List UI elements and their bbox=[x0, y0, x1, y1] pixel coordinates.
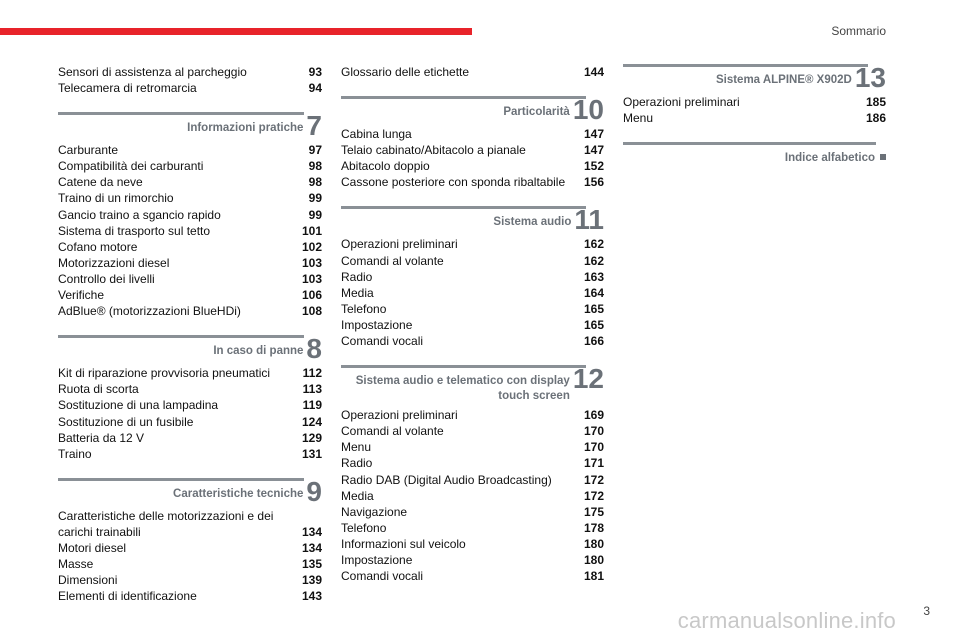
toc-entry[interactable] bbox=[58, 381, 322, 397]
toc-entry-label: Cassone posteriore con sponda ribaltabile bbox=[341, 175, 566, 190]
section-header[interactable] bbox=[341, 365, 604, 404]
toc-entry-label: Sensori di assistenza al parcheggio bbox=[58, 65, 247, 79]
toc-entry-label: Elementi di identificazione bbox=[58, 589, 197, 604]
toc-entry[interactable] bbox=[58, 80, 322, 96]
toc-entry[interactable] bbox=[341, 423, 604, 439]
toc-entry[interactable] bbox=[58, 239, 322, 255]
toc-entry-label: Operazioni preliminari bbox=[623, 95, 740, 109]
toc-entry[interactable] bbox=[341, 439, 604, 455]
toc-entry[interactable] bbox=[58, 190, 322, 206]
toc-entry-label: Media bbox=[341, 285, 374, 300]
toc-entry-page: 99 bbox=[308, 207, 322, 222]
toc-entry-label: Comandi vocali bbox=[341, 334, 424, 349]
toc-entry-page: 186 bbox=[865, 111, 886, 126]
toc-entry-page: 162 bbox=[583, 253, 604, 268]
toc-entry-page: 143 bbox=[301, 589, 322, 604]
toc-entry-label: Sostituzione di un fusibile bbox=[58, 414, 194, 429]
section-head-row bbox=[58, 110, 322, 142]
section-header[interactable] bbox=[623, 64, 886, 91]
page-header-title: Sommario bbox=[831, 24, 886, 38]
toc-entry[interactable] bbox=[341, 568, 604, 584]
toc-entry-label: Telefono bbox=[341, 520, 387, 535]
toc-entry-page: 180 bbox=[583, 536, 604, 551]
toc-entry[interactable] bbox=[341, 269, 604, 285]
section-title-text: Caratteristiche tecniche bbox=[173, 487, 304, 500]
toc-entry-page: 94 bbox=[308, 81, 322, 96]
toc-entry-label: Radio bbox=[341, 269, 373, 284]
toc-entry-page: 119 bbox=[302, 398, 322, 413]
toc-entry[interactable] bbox=[58, 430, 322, 446]
toc-entry-page: 178 bbox=[583, 520, 604, 535]
toc-entry-page: 156 bbox=[583, 175, 604, 190]
toc-entry[interactable] bbox=[341, 285, 604, 301]
section-number: 13 bbox=[854, 62, 886, 93]
toc-entry[interactable] bbox=[58, 572, 322, 588]
section-number: 7 bbox=[306, 110, 322, 142]
toc-entry-page: 134 bbox=[301, 540, 322, 555]
toc-entry[interactable] bbox=[58, 158, 322, 174]
toc-entry[interactable] bbox=[341, 174, 604, 190]
toc-entry-label: Controllo dei livelli bbox=[58, 271, 155, 286]
toc-entry-label: Verifiche bbox=[58, 288, 105, 303]
section-header[interactable] bbox=[58, 475, 322, 507]
toc-entry-label: Batteria da 12 V bbox=[58, 430, 145, 445]
toc-entry-label: Traino di un rimorchio bbox=[58, 191, 174, 206]
toc-entry-page: 103 bbox=[301, 255, 322, 270]
toc-entry-label: Telefono bbox=[341, 301, 387, 316]
toc-entry-page: 170 bbox=[583, 440, 604, 455]
toc-entry[interactable] bbox=[341, 333, 604, 349]
toc-entry[interactable] bbox=[341, 236, 604, 252]
toc-column-1 bbox=[58, 64, 322, 604]
toc-entry[interactable] bbox=[58, 414, 322, 430]
toc-entry[interactable] bbox=[341, 301, 604, 317]
toc-column-3 bbox=[623, 64, 886, 169]
section-header[interactable] bbox=[341, 204, 604, 236]
toc-entry-label: Sostituzione di una lampadina bbox=[58, 398, 219, 413]
toc-entry[interactable] bbox=[58, 142, 322, 158]
toc-entry[interactable] bbox=[341, 552, 604, 568]
toc-entry-label: Abitacolo doppio bbox=[341, 159, 430, 174]
toc-entry-page: 172 bbox=[583, 488, 604, 503]
toc-entry[interactable] bbox=[58, 207, 322, 223]
toc-entry-page: 135 bbox=[301, 557, 322, 572]
toc-entry-page: 99 bbox=[308, 191, 322, 206]
toc-entry-page: 106 bbox=[301, 288, 322, 303]
toc-entry[interactable] bbox=[623, 94, 886, 110]
toc-entry-page: 169 bbox=[583, 408, 604, 423]
section-title bbox=[785, 151, 886, 166]
toc-entry-label: Menu bbox=[623, 111, 654, 126]
section-title bbox=[173, 487, 303, 502]
section-title-text: Sistema ALPINE® X902D bbox=[715, 74, 852, 86]
section-header[interactable] bbox=[341, 94, 604, 126]
toc-entry[interactable] bbox=[58, 508, 322, 540]
toc-entry-label: Cofano motore bbox=[58, 239, 138, 254]
toc-entry[interactable] bbox=[58, 397, 322, 413]
toc-entry-label: Compatibilità dei carburanti bbox=[58, 159, 204, 174]
toc-entry-page: 103 bbox=[301, 271, 322, 286]
toc-entry-page: 98 bbox=[308, 175, 322, 190]
header-accent-bar bbox=[0, 28, 472, 35]
toc-entry[interactable] bbox=[58, 223, 322, 239]
toc-entry-label: Cabina lunga bbox=[341, 127, 412, 142]
section-title-text: Informazioni pratiche bbox=[187, 122, 304, 135]
toc-entry-page: 180 bbox=[583, 552, 604, 567]
toc-entry[interactable] bbox=[58, 64, 322, 80]
toc-entry-page: 144 bbox=[583, 65, 604, 79]
toc-entry[interactable] bbox=[58, 446, 322, 462]
toc-entry[interactable] bbox=[58, 540, 322, 556]
section-head-row bbox=[58, 333, 322, 365]
section-head-row bbox=[341, 94, 604, 126]
toc-entry-page: 170 bbox=[583, 424, 604, 439]
toc-entry-label: Menu bbox=[341, 440, 372, 455]
toc-entry-page: 101 bbox=[301, 223, 322, 238]
toc-entry-page: 113 bbox=[302, 382, 322, 397]
section-title-text: Sistema audio bbox=[493, 216, 572, 229]
section-title-text: Sistema audio e telematico con display touch screen bbox=[355, 375, 570, 403]
toc-entry[interactable] bbox=[341, 407, 604, 423]
toc-entry-page: 147 bbox=[583, 127, 604, 142]
toc-entry-label: Glossario delle etichette bbox=[341, 65, 470, 79]
section-title bbox=[503, 105, 569, 120]
square-bullet-icon bbox=[880, 154, 886, 160]
toc-entry-label: Informazioni sul veicolo bbox=[341, 536, 466, 551]
toc-entry[interactable] bbox=[58, 365, 322, 381]
section-title-text: In caso di panne bbox=[213, 345, 304, 358]
toc-entry-label: Impostazione bbox=[341, 317, 413, 332]
section-number: 9 bbox=[306, 475, 322, 507]
toc-entry[interactable] bbox=[58, 303, 322, 319]
toc-entry[interactable] bbox=[341, 158, 604, 174]
toc-entry-label: Caratteristiche delle motorizzazioni e dei carichi trainabili bbox=[58, 508, 274, 539]
toc-entry-page: 108 bbox=[301, 304, 322, 319]
toc-entry[interactable] bbox=[341, 126, 604, 142]
toc-entry-label: Media bbox=[341, 488, 374, 503]
toc-entry-label: Navigazione bbox=[341, 504, 408, 519]
toc-entry[interactable] bbox=[58, 588, 322, 604]
toc-entry-label: Sistema di trasporto sul tetto bbox=[58, 223, 211, 238]
toc-entry[interactable] bbox=[341, 488, 604, 504]
section-head-row bbox=[58, 475, 322, 507]
section-title bbox=[213, 344, 303, 359]
toc-entry-label: Kit di riparazione provvisoria pneumatici bbox=[58, 366, 271, 381]
toc-entry[interactable] bbox=[58, 556, 322, 572]
toc-entry-label: Motorizzazioni diesel bbox=[58, 255, 170, 270]
toc-entry-page: 152 bbox=[583, 159, 604, 174]
toc-entry-page: 97 bbox=[308, 143, 322, 158]
toc-entry-page: 181 bbox=[583, 569, 604, 584]
toc-entry-label: Motori diesel bbox=[58, 540, 127, 555]
toc-entry-label: Operazioni preliminari bbox=[341, 408, 458, 423]
toc-entry-page: 163 bbox=[583, 269, 604, 284]
section-head-row bbox=[623, 142, 886, 166]
section-title bbox=[187, 121, 303, 136]
section-title-text: Particolarità bbox=[503, 106, 570, 119]
section-number: 10 bbox=[572, 94, 604, 126]
section-header[interactable] bbox=[58, 333, 322, 365]
toc-entry-page: 172 bbox=[583, 472, 604, 487]
toc-entry-label: Telecamera di retromarcia bbox=[58, 81, 197, 96]
section-title bbox=[493, 215, 571, 230]
toc-entry-page: 139 bbox=[301, 573, 322, 588]
toc-entry[interactable] bbox=[341, 504, 604, 520]
section-header[interactable] bbox=[623, 142, 886, 166]
toc-entry[interactable] bbox=[58, 255, 322, 271]
toc-entry-page: 102 bbox=[301, 239, 322, 254]
toc-entry[interactable] bbox=[341, 253, 604, 269]
section-title-text: Indice alfabetico bbox=[784, 152, 875, 165]
toc-entry-label: AdBlue® (motorizzazioni BlueHDi) bbox=[58, 304, 241, 319]
toc-entry-page: 129 bbox=[301, 430, 322, 445]
toc-entry-label: Radio bbox=[341, 456, 373, 471]
toc-entry-page: 166 bbox=[583, 334, 604, 349]
toc-entry-label: Comandi vocali bbox=[341, 569, 424, 584]
toc-entry-page: 124 bbox=[301, 414, 322, 429]
toc-entry-page: 162 bbox=[583, 237, 604, 252]
toc-entry-page: 147 bbox=[583, 143, 604, 158]
section-title bbox=[716, 73, 852, 88]
section-number: 12 bbox=[572, 363, 604, 395]
section-head-row bbox=[341, 365, 604, 404]
toc-entry-page: 131 bbox=[301, 446, 322, 461]
toc-entry-label: Carburante bbox=[58, 143, 119, 158]
toc-column-2 bbox=[341, 64, 604, 584]
toc-entry[interactable] bbox=[341, 142, 604, 158]
toc-entry-label: Catene da neve bbox=[58, 175, 143, 190]
toc-entry[interactable] bbox=[58, 174, 322, 190]
toc-entry[interactable] bbox=[341, 520, 604, 536]
page-number: 3 bbox=[923, 604, 930, 618]
toc-entry-label: Ruota di scorta bbox=[58, 382, 139, 397]
toc-entry-label: Operazioni preliminari bbox=[341, 237, 458, 252]
toc-entry[interactable] bbox=[341, 317, 604, 333]
toc-entry-label: Gancio traino a sgancio rapido bbox=[58, 207, 221, 222]
toc-entry-label: Dimensioni bbox=[58, 573, 118, 588]
toc-entry[interactable] bbox=[623, 110, 886, 126]
toc-entry-label: Traino bbox=[58, 446, 92, 461]
toc-entry-page: 164 bbox=[583, 285, 604, 300]
toc-entry-page: 185 bbox=[865, 95, 886, 109]
toc-entry-label: Impostazione bbox=[341, 552, 413, 567]
toc-entry-page: 134 bbox=[301, 524, 322, 539]
toc-entry[interactable] bbox=[341, 472, 604, 488]
toc-entry-page: 165 bbox=[583, 301, 604, 316]
toc-entry-label: Radio DAB (Digital Audio Broadcasting) bbox=[341, 472, 552, 487]
toc-entry-page: 112 bbox=[302, 366, 322, 381]
section-head-row bbox=[341, 204, 604, 236]
section-title bbox=[341, 374, 570, 404]
toc-entry[interactable] bbox=[58, 287, 322, 303]
section-header[interactable] bbox=[58, 110, 322, 142]
toc-entry-page: 171 bbox=[583, 456, 604, 471]
toc-entry-page: 93 bbox=[308, 65, 322, 79]
toc-entry[interactable] bbox=[341, 64, 604, 80]
section-number: 8 bbox=[306, 333, 322, 365]
toc-entry-page: 98 bbox=[308, 159, 322, 174]
section-head-row bbox=[623, 64, 886, 91]
watermark-text: carmanualsonline.info bbox=[677, 608, 896, 633]
toc-entry[interactable] bbox=[58, 271, 322, 287]
toc-entry[interactable] bbox=[341, 455, 604, 471]
toc-entry-label: Comandi al volante bbox=[341, 424, 444, 439]
section-number: 11 bbox=[574, 204, 604, 236]
toc-entry-label: Telaio cabinato/Abitacolo a pianale bbox=[341, 143, 526, 158]
toc-entry[interactable] bbox=[341, 536, 604, 552]
toc-entry-label: Masse bbox=[58, 557, 94, 572]
toc-entry-label: Comandi al volante bbox=[341, 253, 444, 268]
toc-entry-page: 165 bbox=[583, 317, 604, 332]
toc-entry-page: 175 bbox=[583, 504, 604, 519]
